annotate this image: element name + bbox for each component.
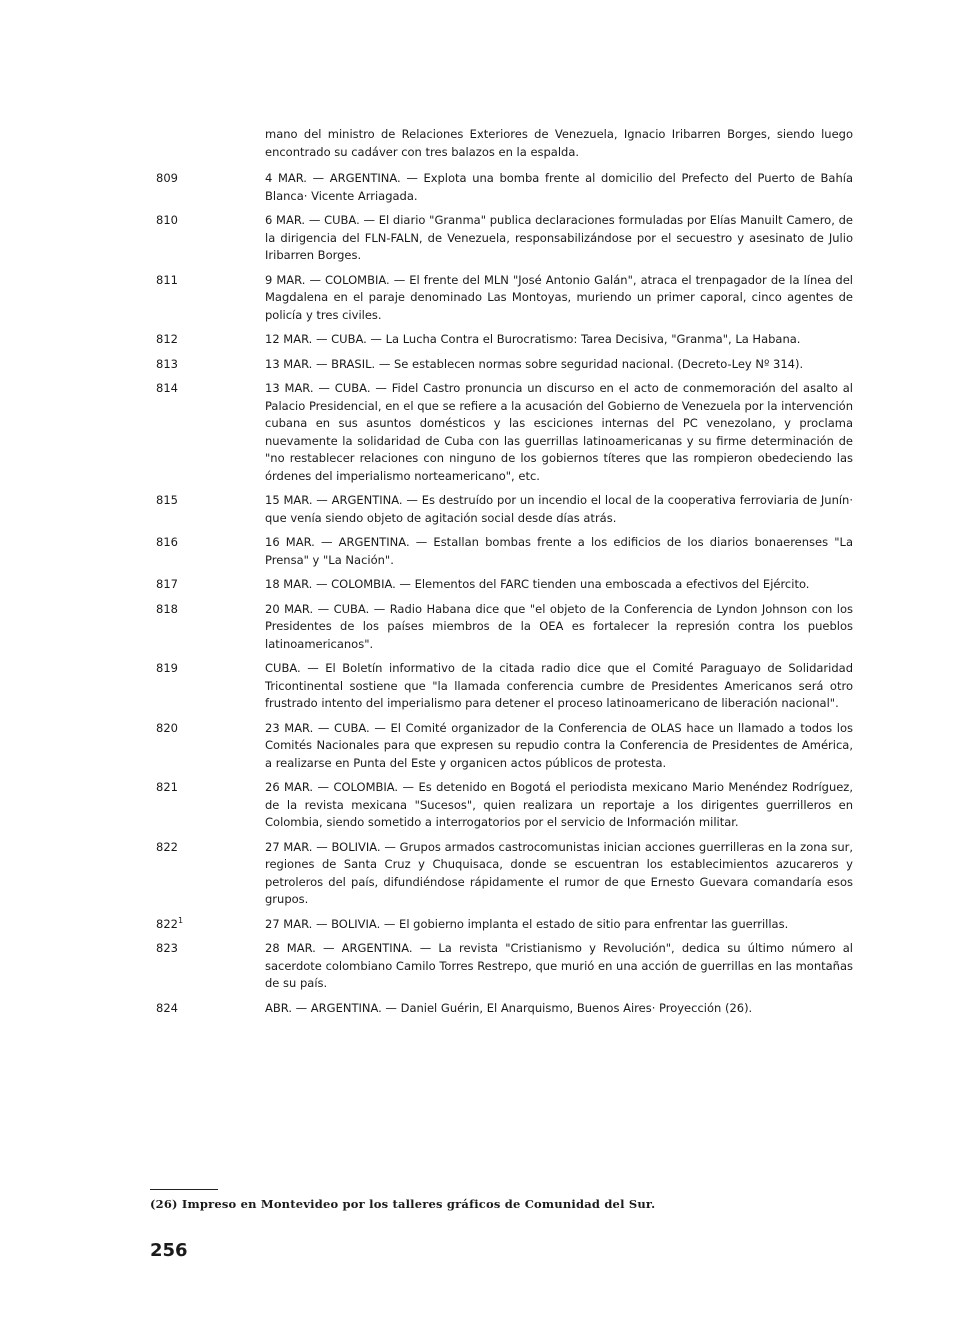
page-number: 256 xyxy=(150,1240,188,1261)
entry-text: 12 MAR. — CUBA. — La Lucha Contra el Burocratismo: Tarea Decisiva, "Granma", La Habana. xyxy=(265,332,801,346)
entry-text: 20 MAR. — CUBA. — Radio Habana dice que "el objeto de la Conferencia de Lyndon Johnson con los Presidentes de los países miembros de la OEA es fortalecer la represión contra los pueblos latinoamericanos". xyxy=(265,601,853,651)
entry-number: 823 xyxy=(156,941,178,955)
entry-number: 815 xyxy=(156,493,178,507)
entry-text: 9 MAR. — COLOMBIA. — El frente del MLN "José Antonio Galán", atraca el trenpagador de la línea del Magdalena en el paraje denominado Las Montoyas, muriendo un primer caporal, cinco agentes de policía y tres civiles. xyxy=(265,272,853,322)
entry-text: ABR. — ARGENTINA. — Daniel Guérin, El Anarquismo, Buenos Aires· Proyección (26). xyxy=(265,1000,753,1015)
entry-number: 824 xyxy=(156,1000,178,1015)
entry-number: 810 xyxy=(156,213,178,227)
intro-paragraph: mano del ministro de Relaciones Exteriores de Venezuela, Ignacio Iribarren Borges, siendo luego encontrado su cadáver con tres balazos en la espalda. xyxy=(265,127,853,159)
chronology-entry xyxy=(150,272,855,325)
entry-number: 817 xyxy=(156,577,178,591)
chronology-list xyxy=(150,170,855,1024)
chronology-entry xyxy=(150,170,855,205)
chronology-entry xyxy=(150,380,855,485)
entry-text: 6 MAR. — CUBA. — El diario "Granma" publica declaraciones formuladas por Elías Manuilt Camero, de la dirigencia del FLN-FALN, de Venezuela, responsabilizándose por el secuestro y asesinato de Julio Iribarren Borges. xyxy=(265,213,853,262)
chronology-entry xyxy=(150,534,855,569)
entry-number: 809 xyxy=(156,171,178,185)
chronology-entry xyxy=(150,916,855,934)
entry-text: 27 MAR. — BOLIVIA. — Grupos armados castrocomunistas inician acciones guerrilleras en la zona sur, regiones de Santa Cruz y Chuquisaca, donde se escuentran los establecimientos azucareros y petroleros del país, difundiéndose rápidamente el rumor de que Ernesto Guevara comandaría esos grupos. xyxy=(265,839,853,906)
entry-number: 820 xyxy=(156,720,178,735)
entry-number: $822^1$ xyxy=(156,915,184,931)
entry-text: 23 MAR. — CUBA. — El Comité organizador de la Conferencia de OLAS hace un llamado a todos los Comités Nacionales para que expresen su repudio contra la Conferencia de Presidentes de América, a realizarse en Punta del Este y organicen actos públicos de protesta. xyxy=(265,720,853,770)
entry-number: 822 xyxy=(156,839,178,854)
entry-number: 814 xyxy=(156,381,178,395)
chronology-entry xyxy=(150,660,855,713)
entry-text: 13 MAR. — BRASIL. — Se establecen normas sobre seguridad nacional. (Decreto-Ley Nº 314). xyxy=(265,356,804,371)
entry-text: 16 MAR. — ARGENTINA. — Estallan bombas frente a los edificios de los diarios bonaerenses "La Prensa" y "La Nación". xyxy=(265,535,853,567)
entry-number: 811 xyxy=(156,272,178,287)
entry-text: 26 MAR. — COLOMBIA. — Es detenido en Bogotá el periodista mexicano Mario Menéndez Rodríguez, de la revista mexicana "Sucesos", quien realizara un reportaje a los dirigentes guerrilleros en Colombia, siendo sometido a interrogatorios por el servicio de Información militar. xyxy=(265,780,853,829)
entry-number-superscript: 1 xyxy=(177,915,184,925)
entry-text: 27 MAR. — BOLIVIA. — El gobierno implanta el estado de sitio para enfrentar las guerrillas. xyxy=(265,916,789,931)
footnote-rule xyxy=(150,1189,218,1190)
entry-number: 821 xyxy=(156,780,178,794)
entry-number: 816 xyxy=(156,535,178,549)
chronology-entry xyxy=(150,212,855,265)
chronology-entry xyxy=(150,576,855,594)
entry-text: 13 MAR. — CUBA. — Fidel Castro pronuncia un discurso en el acto de conmemoración del asalto al Palacio Presidencial, en el que se refiere a la acusación del Gobierno de Venezuela por la intervención cubana en sus asuntos domésticos y las esciciones internas del PC venezolano, y proclama nuevamente la solidaridad de Cuba con las guerrillas latinoamericanas y su firme determinación de "no restablecer relaciones con ninguno de los gobiernos títeres que las rompieron obedeciendo las órdenes del imperialismo norteamericano", etc. xyxy=(265,381,853,483)
chronology-entry xyxy=(150,940,855,993)
entry-number: 812 xyxy=(156,332,178,346)
chronology-entry xyxy=(150,492,855,527)
chronology-entry xyxy=(150,839,855,909)
entry-text: CUBA. — El Boletín informativo de la citada radio dice que el Comité Paraguayo de Solidaridad Tricontinental sostiene que "la llamada conferencia cumbre de Presidentes Americanos será otro frustrado intento del imperialismo para detener el proceso latinoamericano de liberación nacional". xyxy=(265,661,853,710)
chronology-entry xyxy=(150,601,855,654)
entry-text: 15 MAR. — ARGENTINA. — Es destruído por un incendio el local de la cooperativa ferroviaria de Junín· que venía siendo objeto de agitación social desde días atrás. xyxy=(265,493,853,525)
chronology-entry xyxy=(150,720,855,773)
chronology-entry xyxy=(150,779,855,832)
entry-number: 818 xyxy=(156,601,178,616)
footnote: (26) Impreso en Montevideo por los talleres gráficos de Comunidad del Sur. xyxy=(150,1197,656,1211)
entry-number: 819 xyxy=(156,661,178,675)
entry-number: 813 xyxy=(156,356,178,371)
entry-text: 18 MAR. — COLOMBIA. — Elementos del FARC tienden una emboscada a efectivos del Ejército. xyxy=(265,577,810,591)
entry-text: 4 MAR. — ARGENTINA. — Explota una bomba frente al domicilio del Prefecto del Puerto de Bahía Blanca· Vicente Arriagada. xyxy=(265,171,853,203)
chronology-entry xyxy=(150,331,855,349)
chronology-entry xyxy=(150,1000,855,1018)
chronology-entry xyxy=(150,356,855,374)
entry-text: 28 MAR. — ARGENTINA. — La revista "Cristianismo y Revolución", dedica su último número al sacerdote colombiano Camilo Torres Restrepo, que murió en una acción de guerrillas en las montañas de su país. xyxy=(265,941,853,990)
